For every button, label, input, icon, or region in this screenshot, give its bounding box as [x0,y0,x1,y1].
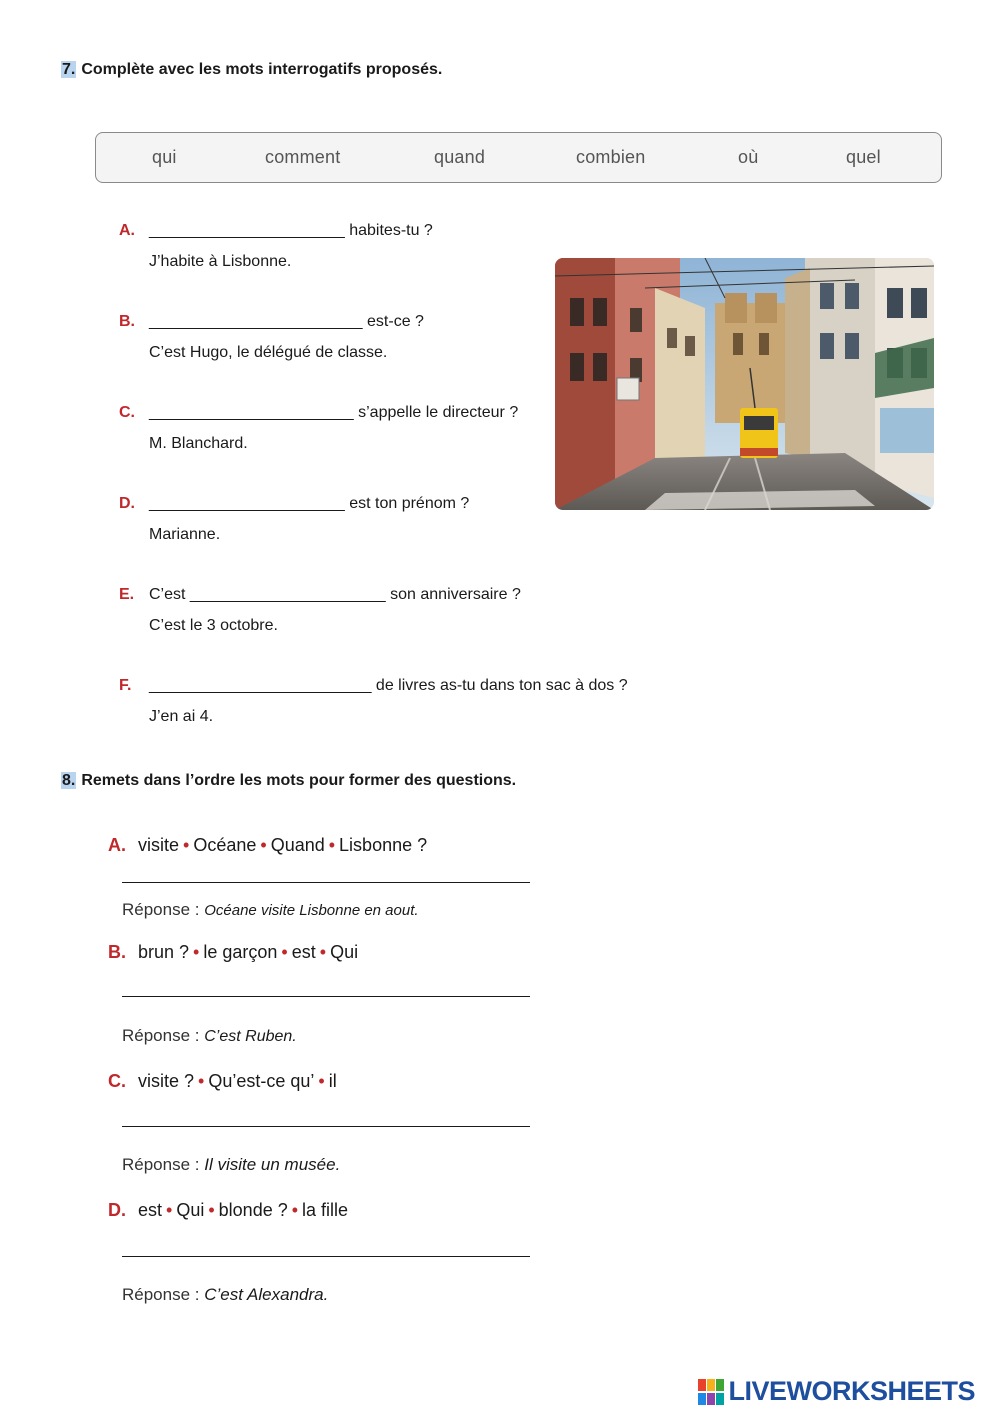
bullet-separator: • [281,942,288,962]
scrambled-word: la fille [302,1200,349,1220]
question-letter: C. [108,1071,126,1091]
exercise-8-instruction: Remets dans l’ordre les mots pour former des questions. [81,772,517,789]
scrambled-word: Qu’est-ce qu’ [208,1071,315,1091]
bullet-separator: • [328,835,336,855]
liveworksheets-logo [698,1376,975,1408]
scrambled-word: blonde ? [218,1200,288,1220]
bullet-separator: • [183,835,190,855]
bullet-separator: • [318,1071,325,1091]
question-prefix: C’est [149,586,186,603]
scrambled-word: le garçon [203,942,278,962]
response-label: Réponse : [122,900,200,919]
answer-7c: M. Blanchard. [149,435,248,452]
response-label: Réponse : [122,1155,200,1174]
response-value: Il visite un musée. [204,1155,341,1174]
answer-blank[interactable]: ______________________ [149,495,345,512]
response-8d [122,1285,328,1305]
question-letter: D. [119,495,135,512]
scrambled-words-8b [138,942,358,963]
exercise-7-title [61,61,442,79]
response-value: C’est Alexandra. [204,1285,329,1304]
response-label: Réponse : [122,1026,200,1045]
question-letter: D. [108,1200,126,1220]
answer-7b: C’est Hugo, le délégué de classe. [149,344,388,361]
scrambled-words-8c [138,1071,337,1092]
lisbon-street-photo [555,258,934,510]
bullet-separator: • [291,1200,299,1220]
liveworksheets-logo-icon [698,1379,724,1405]
answer-7e: C’est le 3 octobre. [149,617,278,634]
question-7d [149,495,469,513]
scrambled-word: est [138,1200,163,1220]
liveworksheets-brand-text: LIVEWORKSHEETS [728,1376,975,1406]
bullet-separator: • [208,1200,215,1220]
word-bank-item[interactable]: combien [576,147,646,167]
question-7c [149,404,518,422]
answer-7f: J’en ai 4. [149,708,214,725]
question-suffix: est-ce ? [367,313,424,330]
bullet-separator: • [198,1071,205,1091]
response-8c [122,1155,340,1175]
word-bank-item[interactable]: qui [152,147,177,167]
question-letter: A. [119,222,135,239]
question-7b [149,313,424,331]
answer-input-line[interactable] [122,1126,530,1127]
answer-input-line[interactable] [122,882,530,883]
answer-blank[interactable]: ______________________ [149,222,345,239]
question-suffix: s’appelle le directeur ? [358,404,519,421]
question-suffix: est ton prénom ? [349,495,470,512]
scrambled-words-8a [138,835,427,856]
answer-blank[interactable]: ______________________ [189,586,386,603]
response-8b [122,1026,297,1046]
scrambled-word: visite [138,835,180,855]
exercise-7-instruction: Complète avec les mots interrogatifs proposés. [81,61,443,78]
question-7a [149,222,433,240]
scrambled-word: Qui [176,1200,205,1220]
word-bank [95,132,942,183]
question-suffix: de livres as-tu dans ton sac à dos ? [375,677,628,694]
question-suffix: habites-tu ? [349,222,433,239]
answer-blank[interactable]: ________________________ [149,313,363,330]
exercise-8-title [61,772,516,790]
question-7f [149,677,628,695]
answer-input-line[interactable] [122,1256,530,1257]
answer-input-line[interactable] [122,996,530,997]
question-7e [149,586,521,604]
scrambled-word: Qui [330,942,359,962]
word-bank-item[interactable]: où [738,147,759,167]
word-bank-item[interactable]: quel [846,147,881,167]
scrambled-words-8d [138,1200,348,1221]
question-letter: F. [119,677,132,694]
question-letter: B. [108,942,126,962]
question-letter: C. [119,404,135,421]
question-letter: A. [108,835,126,855]
response-8a [122,900,419,920]
answer-blank[interactable]: _______________________ [149,404,354,421]
scrambled-word: Quand [270,835,325,855]
question-letter: E. [119,586,135,603]
answer-7d: Marianne. [149,526,221,543]
answer-7a: J’habite à Lisbonne. [149,253,292,270]
exercise-8-number: 8. [62,772,76,789]
exercise-7-number: 7. [62,61,76,78]
street-illustration [555,258,934,510]
bullet-separator: • [319,942,327,962]
question-suffix: son anniversaire ? [390,586,521,603]
scrambled-word: est [291,942,316,962]
scrambled-word: Lisbonne ? [339,835,428,855]
bullet-separator: • [193,942,200,962]
scrambled-word: il [328,1071,337,1091]
response-value: C’est Ruben. [204,1028,297,1045]
response-value: Océane visite Lisbonne en aout. [204,902,419,919]
scrambled-word: brun ? [138,942,190,962]
scrambled-word: visite ? [138,1071,195,1091]
question-letter: B. [119,313,135,330]
bullet-separator: • [166,1200,173,1220]
bullet-separator: • [260,835,267,855]
response-label: Réponse : [122,1285,200,1304]
answer-blank[interactable]: _________________________ [149,677,372,694]
word-bank-item[interactable]: quand [434,147,486,167]
word-bank-item[interactable]: comment [265,147,341,167]
scrambled-word: Océane [193,835,257,855]
